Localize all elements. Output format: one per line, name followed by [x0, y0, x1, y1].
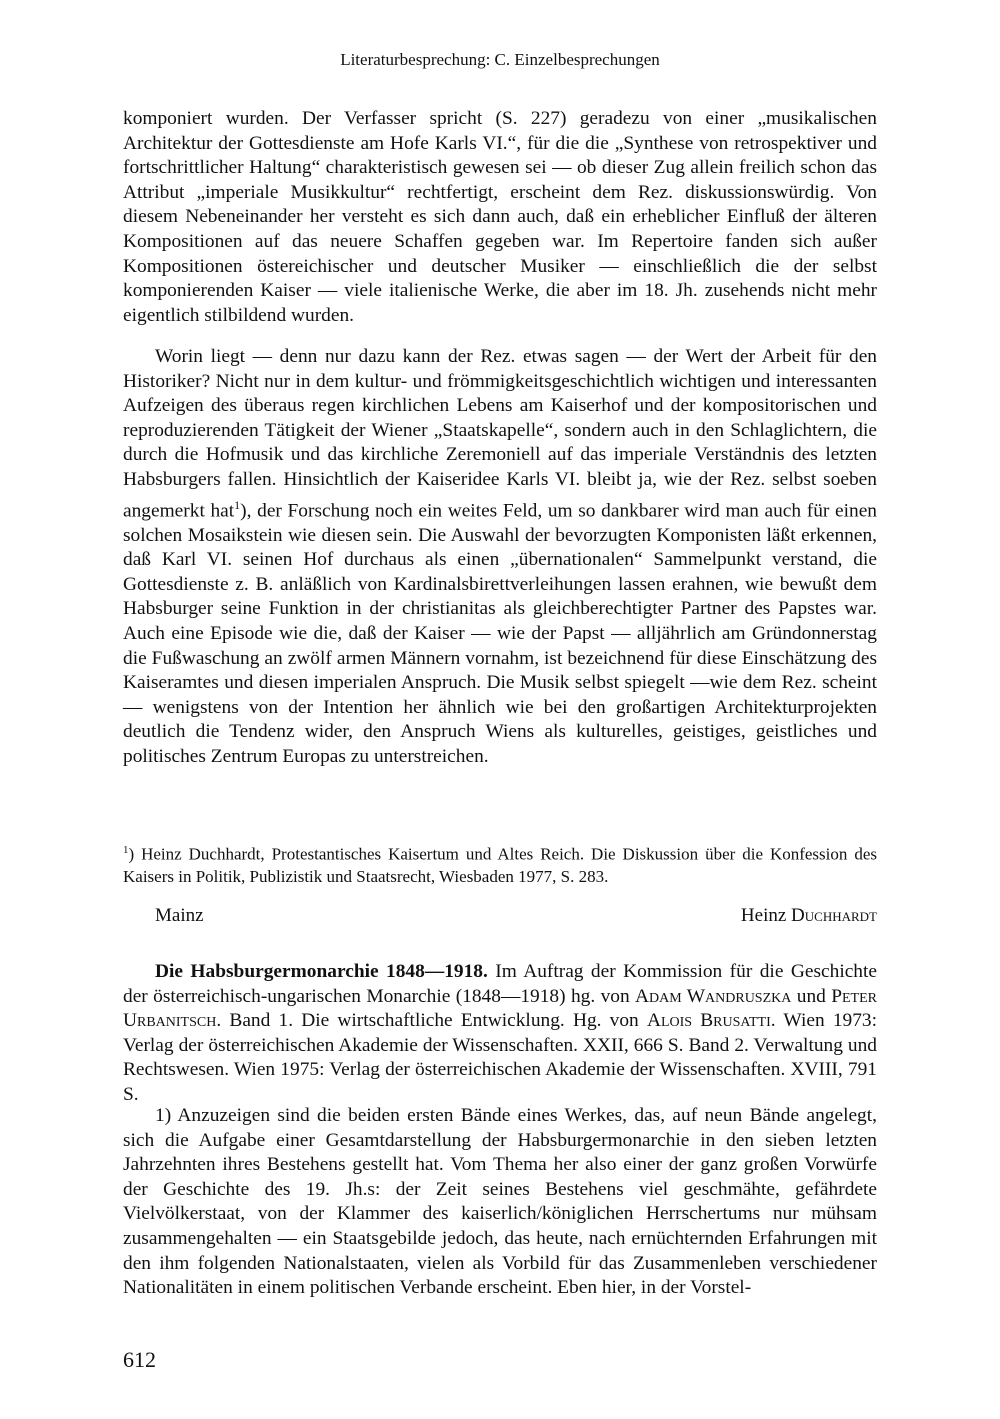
review1-paragraph-1: komponiert wurden. Der Verfasser spricht (S. 227) geradezu von einer „musikalischen Architektur der Gottesdienste am Hofe Karls VI.“, für die die „Synthese von retrospektiver und fortschrittlicher Haltung“ charakteristisch gewesen sei — ob dieser Zug allein freilich schon das Attribut „imperiale Musikkultur“ rechtfertigt, erscheint dem Rez. diskussionswürdig. Von diesem Nebeneinander her versteht es sich dann auch, daß ein erheblicher Einfluß der älteren Kompositionen auf das neuere Schaffen gegeben war. Im Repertoire fanden sich außer Kompositionen östereichischer und deutscher Musiker — einschließlich die der selbst komponierenden Kaiser — viele italienische Werke, die aber im 18. Jh. zusehends nicht mehr eigentlich stilbildend wurden.: [123, 108, 877, 326]
page-number: 612: [123, 1347, 156, 1372]
footnote-reference: 1: [234, 497, 241, 512]
signature-place: Mainz: [155, 905, 204, 926]
footnote: [123, 839, 877, 888]
review1-paragraph-2: [123, 345, 877, 770]
signature-author: Heinz Duchhardt: [740, 905, 877, 926]
review2-bibliography: Die Habsburgermonarchie 1848—1918. Im Auftrag der Kommission für die Geschichte der österreichisch-ungarischen Monarchie (1848—1918) hg. von Adam Wandruszka und Peter Urbanitsch. Band 1. Die wirtschaftliche Entwicklung. Hg. von Alois Brusatti. Wien 1973: Verlag der österreichischen Akademie der Wissenschaften. XXII, 666 S. Band 2. Verwaltung und Rechtswesen. Wien 1975: Verlag der österreichischen Akademie der Wissenschaften. XVIII, 791 S.: [123, 961, 878, 1105]
footnote-text: ) Heinz Duchhardt, Protestantisches Kaisertum und Altes Reich. Die Diskussion über die Konfession des Kaisers in Politik, Publizistik und Staatsrecht, Wiesbaden 1977, S. 283.: [123, 844, 877, 886]
editor-name: Peter Urbanitsch: [123, 985, 877, 1032]
paragraph-text: Worin liegt — denn nur dazu kann der Rez. etwas sagen — der Wert der Arbeit für den Historiker? Nicht nur in dem kultur- und frömmigkeitsgeschichtlich wichtigen und interessanten Aufzeigen des überaus regen kirchlichen Lebens am Kaiserhof und der kompositorischen und reproduzierenden Tätigkeit der Wiener „Staatskapelle“, sondern auch in den Schlaglichtern, die durch die Hofmusik und das kirchliche Zeremoniell auf das imperiale Verständnis des letzten Habsburgers fallen. Hinsichtlich der Kaiseridee Karls VI. bleibt ja, wie der Rez. selbst soeben angemerkt hat: [123, 346, 877, 522]
editor-name: Alois Brusatti: [646, 1010, 771, 1032]
footnote-marker: 1: [123, 844, 129, 856]
paragraph-text: ), der Forschung noch ein weites Feld, um so dankbarer wird man auch für einen solchen Mosaikstein wie diesen sein. Die Auswahl der bevorzugten Komponisten läßt erkennen, daß Karl VI. seinen Hof durchaus als einen „übernationalen“ Sammelpunkt verstand, die Gottesdienste z. B. anläßlich von Kardinalsbirettverleihungen lassen erahnen, wie bewußt dem Habsburger seine Funktion in der christianitas als gleichberechtigter Partner des Papstes war. Auch eine Episode wie die, daß der Kaiser — wie der Papst — alljährlich am Gründonnerstag die Fußwaschung an zwölf armen Männern vornahm, ist bezeichnend für diese Einschätzung des Kaiseramtes und diesen imperialen Anspruch. Die Musik selbst spiegelt —wie dem Rez. scheint — wenigstens von der Intention her ähnlich wie bei den großartigen Architekturprojekten deutlich die Tendenz wider, den Anspruch Wiens als kulturelles, geistiges, geistliches und politisches Zentrum Europas zu unterstreichen.: [123, 500, 877, 767]
review2-title: Die Habsburgermonarchie 1848—1918.: [155, 961, 488, 982]
running-header: Literaturbesprechung: C. Einzelbesprechungen: [340, 50, 660, 69]
editor-name: Adam Wandruszka: [635, 985, 792, 1007]
review2-paragraph-1: 1) Anzuzeigen sind die beiden ersten Bände eines Werkes, das, auf neun Bände angelegt, sich die Aufgabe einer Gesamtdarstellung der Habsburgermonarchie in den sieben letzten Jahrzehnten ihres Bestehens gestellt hat. Vom Thema her also einer der ganz großen Vorwürfe der Geschichte des 19. Jh.s: der Zeit seines Bestehens viel geschmähte, gefährdete Vielvölkerstaat, von der Klammer des kaiserlich/königlichen Herrschertums nur mühsam zusammengehalten — ein Staatsgebilde jedoch, das heute, nach ernüchternden Erfahrungen mit den ihm folgenden Nationalstaaten, vielen als Vorbild für das Zusammenleben verschiedener Nationalitäten in einem politischen Verbande erscheint. Eben hier, in der Vorstel-: [123, 1105, 877, 1299]
